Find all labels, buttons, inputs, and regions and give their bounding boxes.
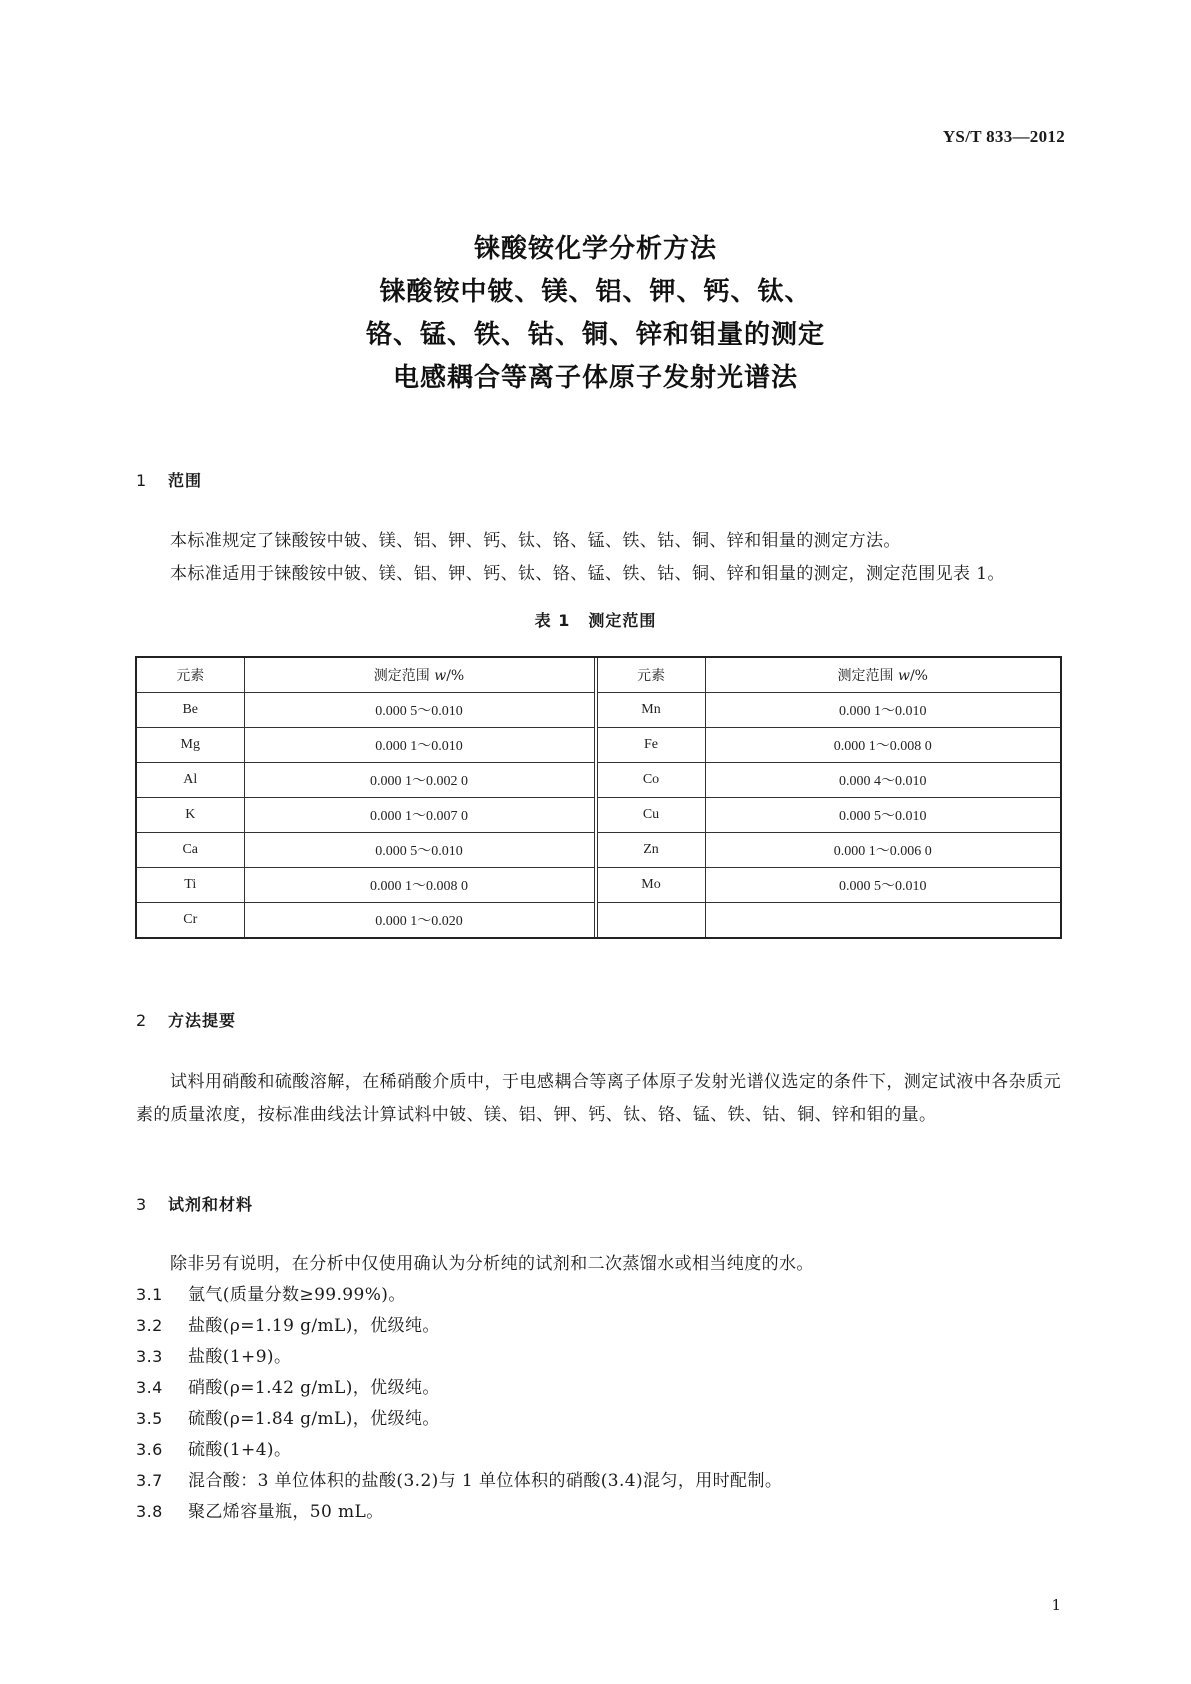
item-number: 3.2 xyxy=(136,1316,163,1335)
title-line: 铼酸铵中铍、镁、铝、钾、钙、钛、 xyxy=(379,277,812,307)
item-text: 混合酸：3 单位体积的盐酸(3.2)与 1 单位体积的硝酸(3.4)混匀，用时配制。 xyxy=(188,1471,783,1491)
section-3-intro: 除非另有说明，在分析中仅使用确认为分析纯的试剂和二次蒸馏水或相当纯度的水。 xyxy=(170,1254,814,1274)
standard-number: YS/T 833—2012 xyxy=(942,127,1065,146)
item-number: 3.5 xyxy=(136,1409,163,1428)
element-cell: Cr xyxy=(136,903,244,939)
list-item xyxy=(136,1403,1061,1434)
element-cell: Co xyxy=(597,763,705,798)
list-item xyxy=(136,1279,1061,1310)
element-cell: Zn xyxy=(597,833,705,868)
table-header-row xyxy=(136,657,1061,693)
section-number: 3 xyxy=(136,1195,148,1214)
element-cell: Be xyxy=(136,693,244,728)
table-row xyxy=(136,798,1061,833)
element-cell: Mn xyxy=(597,693,705,728)
table-caption-text: 测定范围 xyxy=(588,611,657,630)
header-range-text: 测定范围 xyxy=(373,668,435,684)
range-cell: 0.000 5～0.010 xyxy=(705,798,1061,833)
item-number: 3.8 xyxy=(136,1502,163,1521)
section-title: 范围 xyxy=(168,471,203,490)
section-1-heading xyxy=(136,468,202,491)
range-cell: 0.000 1～0.007 0 xyxy=(244,798,594,833)
reagent-list xyxy=(136,1279,1061,1527)
element-cell: Cu xyxy=(597,798,705,833)
range-table xyxy=(135,656,1062,939)
table-row xyxy=(136,763,1061,798)
range-cell: 0.000 4～0.010 xyxy=(705,763,1061,798)
range-cell: 0.000 5～0.010 xyxy=(244,693,594,728)
range-cell: 0.000 1～0.008 0 xyxy=(244,868,594,903)
list-item xyxy=(136,1310,1061,1341)
element-cell: Ca xyxy=(136,833,244,868)
header-range xyxy=(244,657,594,693)
element-cell: Al xyxy=(136,763,244,798)
range-cell: 0.000 1～0.010 xyxy=(244,728,594,763)
section-1-paragraph: 本标准适用于铼酸铵中铍、镁、铝、钾、钙、钛、铬、锰、铁、钴、铜、锌和钼量的测定，测定范围见表 1。 xyxy=(170,564,1005,584)
element-cell xyxy=(597,903,705,939)
range-cell xyxy=(705,903,1061,939)
item-number: 3.4 xyxy=(136,1378,163,1397)
list-item xyxy=(136,1496,1061,1527)
section-2-heading xyxy=(136,1008,236,1031)
table-row xyxy=(136,903,1061,939)
list-item xyxy=(136,1372,1061,1403)
range-cell: 0.000 1～0.008 0 xyxy=(705,728,1061,763)
list-item xyxy=(136,1434,1061,1465)
item-text: 硫酸(ρ=1.84 g/mL)，优级纯。 xyxy=(188,1409,440,1429)
header-range-text: 测定范围 xyxy=(837,668,898,684)
section-title: 试剂和材料 xyxy=(168,1195,254,1214)
range-cell: 0.000 5～0.010 xyxy=(244,833,594,868)
item-text: 盐酸(1+9)。 xyxy=(188,1347,292,1367)
page-number: 1 xyxy=(1051,1596,1061,1614)
range-cell: 0.000 1～0.006 0 xyxy=(705,833,1061,868)
range-cell: 0.000 1～0.010 xyxy=(705,693,1061,728)
range-cell: 0.000 1～0.002 0 xyxy=(244,763,594,798)
section-number: 1 xyxy=(136,471,148,490)
item-number: 3.6 xyxy=(136,1440,163,1459)
element-cell: Fe xyxy=(597,728,705,763)
table-row xyxy=(136,868,1061,903)
item-text: 硝酸(ρ=1.42 g/mL)，优级纯。 xyxy=(188,1378,440,1398)
header-element: 元素 xyxy=(136,657,244,693)
element-cell: Ti xyxy=(136,868,244,903)
section-1-paragraph: 本标准规定了铼酸铵中铍、镁、铝、钾、钙、钛、铬、锰、铁、钴、铜、锌和钼量的测定方法。 xyxy=(170,531,901,551)
title-line: 电感耦合等离子体原子发射光谱法 xyxy=(392,363,798,393)
section-number: 2 xyxy=(136,1011,148,1030)
header-element: 元素 xyxy=(597,657,705,693)
title-line: 铼酸铵化学分析方法 xyxy=(473,234,717,264)
header-range-unit: /% xyxy=(909,668,928,684)
item-number: 3.7 xyxy=(136,1471,163,1490)
item-text: 盐酸(ρ=1.19 g/mL)，优级纯。 xyxy=(188,1316,440,1336)
item-text: 聚乙烯容量瓶，50 mL。 xyxy=(188,1502,384,1522)
header-range-var: w xyxy=(897,668,910,684)
document-title xyxy=(0,228,1191,400)
element-cell: Mo xyxy=(597,868,705,903)
table-caption-number: 表 1 xyxy=(534,611,571,630)
item-number: 3.1 xyxy=(136,1285,163,1304)
item-text: 氩气(质量分数≥99.99%)。 xyxy=(188,1285,406,1305)
section-title: 方法提要 xyxy=(168,1011,237,1030)
list-item xyxy=(136,1465,1061,1496)
section-2-paragraph: 试料用硝酸和硫酸溶解，在稀硝酸介质中，于电感耦合等离子体原子发射光谱仪选定的条件下，测定试液中各杂质元素的质量浓度，按标准曲线法计算试料中铍、镁、铝、钾、钙、钛、铬、锰、铁、钴、铜、锌和钼的量。 xyxy=(136,1072,1061,1125)
table-row xyxy=(136,693,1061,728)
list-item xyxy=(136,1341,1061,1372)
header-range-unit: /% xyxy=(446,668,465,684)
header-range-var: w xyxy=(434,668,447,684)
table-row xyxy=(136,833,1061,868)
range-cell: 0.000 5～0.010 xyxy=(705,868,1061,903)
header-range xyxy=(705,657,1061,693)
table-row xyxy=(136,728,1061,763)
element-cell: Mg xyxy=(136,728,244,763)
item-text: 硫酸(1+4)。 xyxy=(188,1440,292,1460)
range-cell: 0.000 1～0.020 xyxy=(244,903,594,939)
item-number: 3.3 xyxy=(136,1347,163,1366)
section-3-heading xyxy=(136,1192,253,1215)
table-caption xyxy=(0,608,1191,631)
element-cell: K xyxy=(136,798,244,833)
title-line: 铬、锰、铁、钴、铜、锌和钼量的测定 xyxy=(365,320,825,350)
